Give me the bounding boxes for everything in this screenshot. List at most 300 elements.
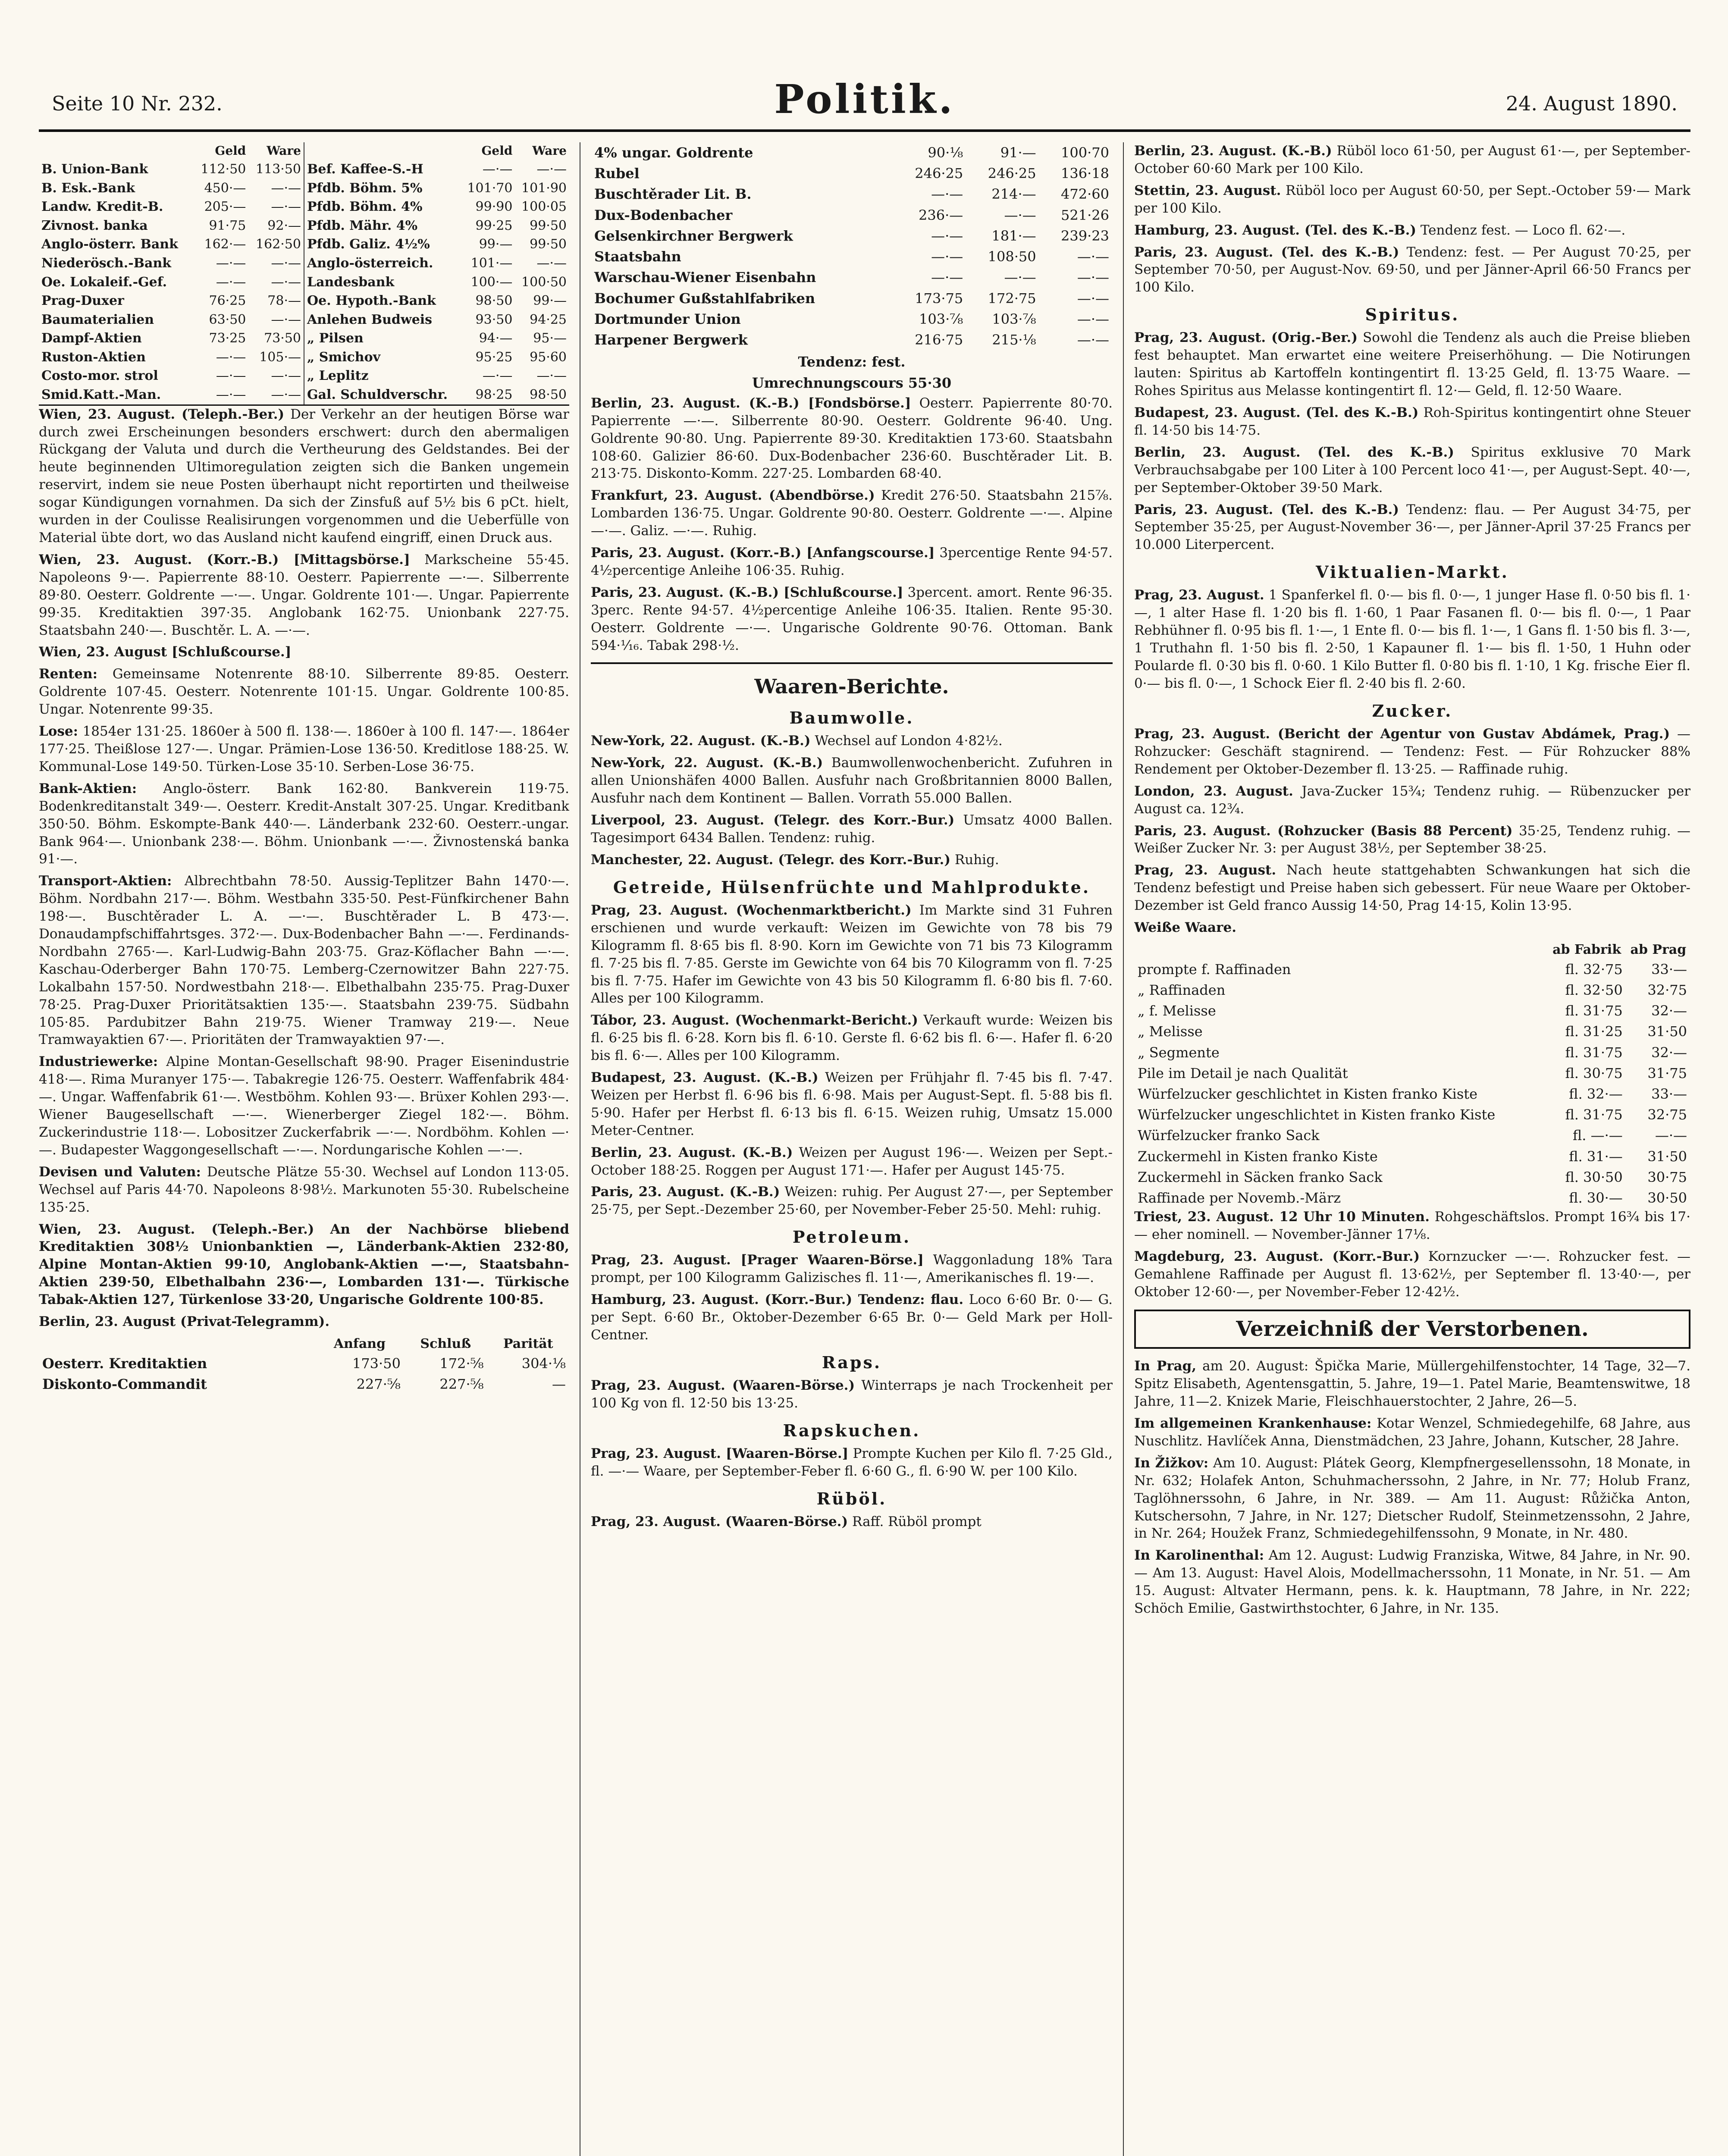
row-label: Staatsbahn bbox=[594, 248, 681, 265]
row-value: 101·— bbox=[470, 255, 513, 271]
market-row bbox=[591, 163, 1113, 184]
sugar-row bbox=[1134, 1042, 1690, 1063]
row-value: 76·25 bbox=[209, 293, 246, 309]
report-text: Wechsel auf London 4·82½. bbox=[815, 733, 1003, 749]
sugar-row bbox=[1134, 1000, 1690, 1021]
column-header: Parität bbox=[503, 1336, 553, 1351]
report-entry bbox=[591, 1513, 1113, 1531]
row-label: prompte f. Raffinaden bbox=[1138, 961, 1291, 978]
row-value: —·— bbox=[216, 387, 246, 403]
bank-row bbox=[39, 179, 304, 198]
column-header: Ware bbox=[267, 144, 301, 158]
report-text: Rüböl loco per August 60·50, per Sept.-October 59·— Mark per 100 Kilo. bbox=[1134, 182, 1690, 216]
row-value: —·— bbox=[271, 312, 301, 327]
report-text: 3percent. amort. Rente 96·35. 3perc. Rente 94·57. 4½percentige Anleihe 106·35. Italien. Rente 95·30. Oesterr. Goldrente —·—. Ungarische Goldrente 90·76. Ottoman. Bank 594·⅟₁₆. Tabak 298·⅟₂. bbox=[591, 584, 1113, 653]
row-value: fl. 31·75 bbox=[1565, 1044, 1623, 1061]
section-text: Deutsche Plätze 55·30. Wechsel auf London 113·05. Wechsel auf Paris 44·70. Napoleons 8·98½. Markunoten 55·30. Rubelscheine 135·25. bbox=[39, 1164, 569, 1215]
report-head: Manchester, 22. August. (Telegr. des Korr.-Bur.) bbox=[591, 852, 951, 868]
report-head: Berlin, 23. August. (Tel. des K.-B.) bbox=[1134, 444, 1454, 460]
row-value: 162·— bbox=[204, 237, 246, 252]
section-text: Gemeinsame Notenrente 88·10. Silberrente 89·85. Oesterr. Goldrente 107·45. Oesterr. Notenrente 101·15. Ungar. Goldrente 100·85. Ungar. Notenrente 99·35. bbox=[39, 666, 569, 718]
row-label: Würfelzucker ungeschlichtet in Kisten franko Kiste bbox=[1138, 1106, 1496, 1123]
market-row bbox=[591, 309, 1113, 329]
row-label: Würfelzucker geschlichtet in Kisten franko Kiste bbox=[1138, 1086, 1478, 1102]
report-text: Winterraps je nach Trockenheit per 100 Kg von fl. 12·50 bis 13·25. bbox=[591, 1378, 1113, 1411]
report-entry bbox=[591, 902, 1113, 1007]
report-entry bbox=[1134, 862, 1690, 915]
row-value: 99·90 bbox=[475, 199, 513, 215]
death-place: In Prag, bbox=[1134, 1358, 1197, 1374]
section-label: Lose: bbox=[39, 724, 78, 740]
victual-reports bbox=[1134, 586, 1690, 692]
market-tendency: Tendenz: fest. bbox=[798, 354, 906, 370]
column-header bbox=[39, 1335, 315, 1353]
bank-row bbox=[304, 291, 569, 310]
report-text: Java-Zucker 15¾; Tendenz ruhig. — Rübenzucker per August ca. 12¾. bbox=[1134, 783, 1690, 817]
row-value: —·— bbox=[482, 368, 513, 384]
row-label: Prag-Duxer bbox=[41, 293, 124, 309]
row-value: 99·50 bbox=[530, 237, 567, 252]
cotton-reports bbox=[591, 732, 1113, 868]
report-entry bbox=[591, 395, 1113, 483]
section-label: Bank-Aktien: bbox=[39, 780, 137, 796]
row-label: Anglo-österreich. bbox=[307, 255, 433, 271]
row-value: — bbox=[552, 1376, 566, 1392]
page-header bbox=[39, 73, 1690, 132]
row-value: 95·— bbox=[533, 331, 567, 346]
rapeoil-heading: Rüböl. bbox=[816, 1489, 887, 1508]
report-entry bbox=[591, 812, 1113, 847]
row-label: „ Raffinaden bbox=[1138, 981, 1226, 998]
death-text: Kotar Wenzel, Schmiedegehilfe, 68 Jahre, aus Nuschlitz. Havlíček Anna, Dienstmädchen, 23 Jahre, Johann, Kutscher, 28 Jahre. bbox=[1134, 1416, 1690, 1449]
report-entry bbox=[591, 851, 1113, 869]
report-text: Tendenz: fest. — Per August 70·25, per September 70·50, per August-Nov. 69·50, und per Jänner-April 66·50 Francs per 100 Kilo. bbox=[1134, 244, 1690, 295]
report-head: Magdeburg, 23. August. (Korr.-Bur.) bbox=[1134, 1249, 1420, 1265]
section-label: Transport-Aktien: bbox=[39, 873, 172, 889]
report-head: Berlin, 23. August. (K.-B.) bbox=[591, 1144, 793, 1160]
row-label: Pfdb. Mähr. 4% bbox=[307, 218, 418, 233]
bank-quote-tables bbox=[39, 142, 569, 406]
closing-section bbox=[39, 665, 569, 718]
report-entry bbox=[591, 584, 1113, 655]
row-value: 216·75 bbox=[915, 332, 963, 348]
report-entry bbox=[591, 1069, 1113, 1140]
report-text: Sowohl die Tendenz als auch die Preise blieben fest behauptet. Man erwartet eine weitere Preiserhöhung. — Die Notirungen lauten: Spiritus ab Kartoffeln kontingentirt fl. 13·25 Geld, fl. 13·75 Waare. — Rohes Spiritus aus Melasse kontingentirt fl. 12·— Geld, fl. 12·50 Waare. bbox=[1134, 330, 1690, 399]
report-text: An der Nachbörse bliebend Kreditaktien 308½ Unionbanktien —, Länderbank-Aktien 232·80, Alpine Montan-Aktien 99·10, Anglobank-Aktien —·—, Staatsbahn-Aktien 239·50, Elbethalbahn 236·—, Lombarden 131·—. Türkische Tabak-Aktien 127, Türkenlose 33·20, Ungarische Goldrente 100·85. bbox=[39, 1221, 569, 1308]
report-text: Der Verkehr an der heutigen Börse war durch zwei Erscheinungen besonders erschwert: durch den abermaligen Rückgang der Valuta und durch die Vertheurung des Geldstandes. Bei der heute beginnenden Ultimoregulation zeigten sich die Banken ungemein reservirt, indem sie neue Posten überhaupt nicht reportirten und theilweise sogar Kündigungen vornahmen. Da sich der Zinsfuß auf 5½ bis 6 pCt. hielt, wurden in der Coulisse Realisirungen vorgenommen und die Ueberfülle von Material übte dort, wo das Ausland nicht kaufend eingriff, einen Druck aus. bbox=[39, 406, 569, 546]
column-3 bbox=[1134, 142, 1690, 2156]
report-head: Hamburg, 23. August. (Tel. des K.-B.) bbox=[1134, 222, 1417, 238]
column-header bbox=[1134, 941, 1547, 959]
market-row bbox=[591, 226, 1113, 246]
report-head: Stettin, 23. August. bbox=[1134, 182, 1281, 198]
row-label: Dux-Bodenbacher bbox=[594, 207, 733, 223]
bank-row bbox=[39, 291, 304, 310]
row-value: —·— bbox=[271, 387, 301, 403]
row-value: 99·— bbox=[533, 293, 567, 309]
market-row bbox=[591, 205, 1113, 226]
row-label: 4% ungar. Goldrente bbox=[594, 144, 753, 161]
row-value: 90·⅛ bbox=[928, 144, 963, 161]
grain-reports bbox=[591, 902, 1113, 1219]
row-value: —·— bbox=[271, 274, 301, 290]
report-head: Prag, 23. August. [Waaren-Börse.] bbox=[591, 1446, 849, 1462]
section-label: Industriewerke: bbox=[39, 1054, 158, 1070]
row-label: Pile im Detail je nach Qualität bbox=[1138, 1065, 1348, 1081]
bank-row bbox=[304, 310, 569, 329]
berlin-row bbox=[39, 1353, 569, 1374]
row-label: Bochumer Gußstahlfabriken bbox=[594, 290, 815, 307]
column-header: ab Fabrik bbox=[1552, 942, 1621, 957]
row-value: 239·23 bbox=[1061, 227, 1109, 244]
column-header bbox=[304, 142, 461, 160]
row-value: fl. 31·75 bbox=[1565, 1106, 1623, 1123]
row-label: Ruston-Aktien bbox=[41, 349, 146, 365]
spirit-heading: Spiritus. bbox=[1365, 305, 1460, 325]
row-label: „ Leplitz bbox=[307, 368, 369, 384]
row-label: „ f. Melisse bbox=[1138, 1003, 1216, 1019]
row-value: —·— bbox=[931, 269, 963, 286]
report-head: Paris, 23. August. (Tel. des K.-B.) bbox=[1134, 244, 1399, 260]
row-value: —·— bbox=[536, 368, 567, 384]
row-value: —·— bbox=[1077, 248, 1109, 265]
sugar-row bbox=[1134, 1021, 1690, 1042]
row-label: Oe. Lokaleif.-Gef. bbox=[41, 274, 167, 290]
section-text: Anglo-österr. Bank 162·80. Bankverein 119·75. Bodenkreditanstalt 349·—. Oesterr. Kredit-Anstalt 307·25. Ungar. Kreditbank 350·50. Böhm. Eskompte-Bank 440·—. Länderbank 232·60. Oesterr.-ungar. Bank 964·—. Unionbank 238·—. Böhm. Unionbank —·—. Živnostenská banka 91·—. bbox=[39, 780, 569, 867]
row-label: Niederösch.-Bank bbox=[41, 255, 172, 271]
row-value: 32·— bbox=[1651, 1003, 1687, 1019]
report-head: Budapest, 23. August. (Tel. des K.-B.) bbox=[1134, 405, 1419, 421]
bank-row bbox=[304, 385, 569, 404]
sugar-row bbox=[1134, 980, 1690, 1000]
row-value: 521·26 bbox=[1061, 207, 1109, 223]
column-1 bbox=[39, 142, 569, 2156]
report-head: Paris, 23. August. (K.-B.) bbox=[591, 1184, 780, 1200]
row-value: 227·⅝ bbox=[356, 1376, 401, 1392]
bank-row bbox=[39, 197, 304, 216]
report-entry bbox=[1134, 329, 1690, 400]
closing-section bbox=[39, 780, 569, 868]
row-value: 227·⅝ bbox=[439, 1376, 484, 1392]
row-value: 78·— bbox=[267, 293, 301, 309]
report-text: 1 Spanferkel fl. 0·— bis fl. 0·—, 1 junger Hase fl. 0·50 bis fl. 1·—, 1 alter Hase fl. 1·20 bis fl. 1·60, 1 Paar Fasanen fl. 0·— bis fl. 0·—, 1 Paar Rebhühner fl. 0·95 bis fl. 1·—, 1 Ente fl. 0·— bis fl. 1·—, 1 Gans fl. 1·50 bis fl. 3·—, 1 Truthahn fl. 1·50 bis fl. 2·50, 1 Kapauner fl. 1·— bis fl. 1·50, 1 Huhn oder Poularde fl. 0·30 bis fl. 0·60. 1 Kilo Butter fl. 0·80 bis fl. 1·10, 1 Kg. frische Eier fl. 0·— bis fl. 0·—, 1 Schock Eier fl. 2·40 bis fl. 2·60. bbox=[1134, 587, 1690, 691]
report-head: Triest, 23. August. 12 Uhr 10 Minuten. bbox=[1134, 1209, 1430, 1225]
report-text: Rüböl loco 61·50, per August 61·—, per September-October 60·60 Mark per 100 Kilo. bbox=[1134, 143, 1690, 176]
row-value: 73·50 bbox=[264, 331, 301, 346]
sugar-row bbox=[1134, 1104, 1690, 1125]
bank-row bbox=[304, 179, 569, 198]
report-head: Berlin, 23. August. (K.-B.) bbox=[1134, 143, 1332, 159]
row-value: 30·75 bbox=[1647, 1169, 1687, 1185]
deaths-register-title: Verzeichniß der Verstorbenen. bbox=[1134, 1310, 1690, 1349]
section-label: Renten: bbox=[39, 666, 98, 682]
row-value: 181·— bbox=[991, 227, 1036, 244]
row-value: 32·75 bbox=[1647, 981, 1687, 998]
report-head: Hamburg, 23. August. (Korr.-Bur.) Tendenz: flau. bbox=[591, 1292, 964, 1308]
vienna-closing-head: Wien, 23. August [Schlußcourse.] bbox=[39, 644, 292, 660]
report-entry bbox=[1134, 142, 1690, 178]
sugar-table-title: Weiße Waare. bbox=[1134, 920, 1236, 936]
column-header: Geld bbox=[215, 144, 246, 158]
row-value: —·— bbox=[931, 248, 963, 265]
row-value: 246·25 bbox=[915, 165, 963, 182]
report-entry bbox=[1134, 244, 1690, 297]
row-value: 101·90 bbox=[521, 180, 567, 196]
report-head: Prag, 23. August. (Waaren-Börse.) bbox=[591, 1514, 848, 1530]
row-value: 215·⅛ bbox=[992, 332, 1036, 348]
row-value: 98·50 bbox=[475, 293, 513, 309]
row-value: 450·— bbox=[204, 180, 246, 196]
row-value: 30·50 bbox=[1647, 1190, 1687, 1206]
sugar-row bbox=[1134, 1188, 1690, 1208]
sugar-row bbox=[1134, 1146, 1690, 1167]
market-row bbox=[591, 184, 1113, 204]
petroleum-heading: Petroleum. bbox=[792, 1227, 911, 1247]
row-value: —·— bbox=[1077, 290, 1109, 307]
report-text: Spiritus exklusive 70 Mark Verbrauchsabgabe per 100 Liter à 100 Percent loco 41·—, per August-Sept. 40·—, per September-Oktober 39·50 Mark. bbox=[1134, 444, 1690, 495]
row-label: Harpener Bergwerk bbox=[594, 332, 748, 348]
row-label: Anlehen Budweis bbox=[307, 312, 433, 327]
divider bbox=[591, 662, 1113, 664]
row-value: fl. 31·25 bbox=[1565, 1023, 1623, 1040]
row-label: Dampf-Aktien bbox=[41, 331, 142, 346]
berlin-row bbox=[39, 1374, 569, 1395]
market-row bbox=[591, 267, 1113, 288]
exchange-reports bbox=[591, 395, 1113, 655]
bank-row bbox=[39, 273, 304, 292]
row-value: 91·75 bbox=[209, 218, 246, 233]
bank-row bbox=[304, 348, 569, 367]
report-text: Baumwollenwochenbericht. Zufuhren in allen Unionshäfen 4000 Ballen. Ausfuhr nach Großbritannien 8000 Ballen, Ausfuhr nach dem Kontinent — Ballen. Vorrath 55.000 Ballen. bbox=[591, 755, 1113, 806]
column-2 bbox=[591, 142, 1113, 2156]
row-value: 100·50 bbox=[521, 274, 567, 290]
sugar-row bbox=[1134, 959, 1690, 980]
report-entry bbox=[591, 732, 1113, 750]
sugar-price-table bbox=[1134, 941, 1690, 1208]
report-entry bbox=[1134, 404, 1690, 439]
report-entry bbox=[591, 1251, 1113, 1287]
death-entry bbox=[1134, 1415, 1690, 1450]
report-text: Weizen per Frühjahr fl. 7·45 bis fl. 7·47. Weizen per Herbst fl. 6·96 bis fl. 6·98. Mais per August-Sept. fl. 5·88 bis fl. 5·90. Hafer per Herbst fl. 6·13 bis fl. 6·15. Weizen ruhig, Umsatz 15.000 Meter-Centner. bbox=[591, 1070, 1113, 1138]
bank-row bbox=[39, 310, 304, 329]
row-value: 103·⅞ bbox=[992, 310, 1036, 327]
row-value: —·— bbox=[1004, 269, 1036, 286]
report-head: Berlin, 23. August. (K.-B.) [Fondsbörse.] bbox=[591, 395, 911, 411]
report-head: Prag, 23. August. (Wochenmarktbericht.) bbox=[591, 902, 912, 918]
row-label: Oe. Hypoth.-Bank bbox=[307, 293, 436, 309]
oil-reports bbox=[1134, 142, 1690, 296]
row-value: 91·— bbox=[1000, 144, 1036, 161]
closing-section bbox=[39, 1053, 569, 1159]
row-value: —·— bbox=[931, 227, 963, 244]
row-value: 173·50 bbox=[352, 1355, 401, 1372]
column-header: Ware bbox=[532, 144, 567, 158]
death-text: Am 10. August: Plátek Georg, Klempfnergesellenssohn, 18 Monate, in Nr. 632; Holafek Anton, Schuhmacherssohn, 2 Jahre, in Nr. 77; Holub Franz, Taglöhnerssohn, 6 Jahre, in Nr. 389. — Am 11. August: Růžička Anton, Kutschersohn, 7 Jahre, in Nr. 127; Dietscher Rudolf, Steinmetzenssohn, 2 Jahre, in Nr. 264; Houžek Franz, Schmiedegehilfenssohn, 9 Monate, in Nr. 480. bbox=[1134, 1455, 1690, 1542]
vienna-report bbox=[39, 406, 569, 547]
cotton-heading: Baumwolle. bbox=[789, 708, 914, 728]
bank-table-right bbox=[304, 142, 569, 404]
row-value: 172·75 bbox=[988, 290, 1036, 307]
column-header: Geld bbox=[481, 144, 513, 158]
report-head: Paris, 23. August. (Korr.-B.) [Anfangscourse.] bbox=[591, 545, 935, 561]
report-head: Wien, 23. August. (Teleph.-Ber.) bbox=[39, 406, 285, 422]
row-value: 105·— bbox=[259, 349, 301, 365]
report-head: Prag, 23. August. (Bericht der Agentur von Gustav Abdámek, Prag.) bbox=[1134, 726, 1670, 742]
row-value: 31·75 bbox=[1647, 1065, 1687, 1081]
row-value: fl. 30·50 bbox=[1565, 1169, 1623, 1185]
row-label: Warschau-Wiener Eisenbahn bbox=[594, 269, 816, 286]
row-value: 100·05 bbox=[521, 199, 567, 215]
row-value: —·— bbox=[216, 274, 246, 290]
vienna-closing-sections bbox=[39, 665, 569, 1216]
row-label: Pfdb. Galiz. 4½% bbox=[307, 237, 430, 252]
report-text: Raff. Rüböl prompt bbox=[852, 1514, 982, 1530]
bank-row bbox=[304, 235, 569, 254]
report-entry bbox=[591, 544, 1113, 580]
row-label: Oesterr. Kreditaktien bbox=[42, 1355, 207, 1372]
row-value: fl. 32·50 bbox=[1565, 981, 1623, 998]
rapecake-heading: Rapskuchen. bbox=[783, 1420, 921, 1440]
report-head: Prag, 23. August. bbox=[1134, 587, 1264, 603]
death-place: Im allgemeinen Krankenhause: bbox=[1134, 1416, 1372, 1432]
row-value: —·— bbox=[1077, 269, 1109, 286]
report-entry bbox=[1134, 586, 1690, 692]
row-value: 93·50 bbox=[475, 312, 513, 327]
report-head: Prag, 23. August. bbox=[1134, 862, 1276, 878]
row-label: Anglo-österr. Bank bbox=[41, 237, 178, 252]
market-row bbox=[591, 246, 1113, 267]
closing-section bbox=[39, 1163, 569, 1216]
row-label: „ Pilsen bbox=[307, 331, 364, 346]
row-value: fl. 30·— bbox=[1569, 1190, 1623, 1206]
row-label: „ Segmente bbox=[1138, 1044, 1220, 1061]
row-value: 214·— bbox=[991, 186, 1036, 203]
table-header-row bbox=[304, 142, 569, 160]
row-label: Rubel bbox=[594, 165, 640, 182]
death-text: am 20. August: Špička Marie, Müllergehilfenstochter, 14 Tage, 32—7. Spitz Elisabeth, Agentensgattin, 5. Jahre, 19—1. Patel Marie, Beamtenswitwe, 18 Jahre, 11—2. Knizek Marie, Fleischhauerstochter, 2 Jahre, 26—5. bbox=[1134, 1358, 1690, 1410]
section-label: Devisen und Valuten: bbox=[39, 1164, 201, 1180]
row-label: B. Esk.-Bank bbox=[41, 180, 135, 196]
bank-table-left bbox=[39, 142, 304, 404]
report-text: 3percentige Rente 94·57. 4½percentige Anleihe 106·35. Ruhig. bbox=[591, 545, 1113, 578]
report-entry bbox=[591, 754, 1113, 807]
row-value: —·— bbox=[931, 186, 963, 203]
report-head: New-York, 22. August. (K.-B.) bbox=[591, 733, 811, 749]
death-entry bbox=[1134, 1454, 1690, 1543]
row-value: 172·⅝ bbox=[439, 1355, 484, 1372]
market-row bbox=[591, 142, 1113, 163]
berlin-private-head: Berlin, 23. August (Privat-Telegramm). bbox=[39, 1314, 330, 1330]
report-head: Paris, 23. August. (Tel. des K.-B.) bbox=[1134, 501, 1399, 517]
report-entry bbox=[591, 1445, 1113, 1480]
rapeoil-reports bbox=[591, 1513, 1113, 1531]
row-value: fl. —·— bbox=[1572, 1127, 1623, 1144]
bank-row bbox=[304, 160, 569, 179]
death-entry bbox=[1134, 1547, 1690, 1617]
row-value: —·— bbox=[216, 349, 246, 365]
sugar-reports bbox=[1134, 725, 1690, 915]
closing-section bbox=[39, 872, 569, 1049]
report-head: Wien, 23. August. (Korr.-B.) [Mittagsbörse.] bbox=[39, 552, 410, 567]
grain-heading: Getreide, Hülsenfrüchte und Mahlprodukte. bbox=[613, 877, 1091, 897]
row-value: —·— bbox=[536, 255, 567, 271]
row-value: 32·75 bbox=[1647, 1106, 1687, 1123]
sugar-row bbox=[1134, 1084, 1690, 1104]
report-head: Prag, 23. August. (Orig.-Ber.) bbox=[1134, 330, 1358, 346]
row-label: Gelsenkirchner Bergwerk bbox=[594, 227, 793, 244]
berlin-table bbox=[39, 1335, 569, 1395]
row-value: 108·50 bbox=[988, 248, 1036, 265]
row-label: Bef. Kaffee-S.-H bbox=[307, 161, 423, 177]
row-value: —·— bbox=[1004, 207, 1036, 223]
report-text: Markscheine 55·45. Napoleons 9·—. Papierrente 88·10. Oesterr. Papierrente —·—. Silberrente 89·80. Oesterr. Goldrente —·—. Ungar. Goldrente 101·—. Ungar. Papierrente 99·35. Kreditaktien 397·35. Anglobank 162·75. Unionbank 227·75. Staatsbahn 240·—. Buschtěr. L. A. —·—. bbox=[39, 552, 569, 638]
row-label: Zuckermehl in Kisten franko Kiste bbox=[1138, 1148, 1378, 1165]
vienna-midday-report bbox=[39, 551, 569, 639]
report-entry bbox=[591, 1291, 1113, 1344]
report-entry bbox=[1134, 725, 1690, 778]
row-value: 136·18 bbox=[1061, 165, 1109, 182]
report-text: Kredit 276·50. Staatsbahn 215⅞. Lombarden 136·75. Ungar. Goldrente 90·80. Oesterr. Goldrente —·—. Alpine —·—. Galiz. —·—. Ruhig. bbox=[591, 488, 1113, 539]
report-text: Nach heute stattgehabten Schwankungen hat sich die Tendenz befestigt und Preise haben sich gebessert. Für neue Waare per Oktober-Dezember ist Geld franco Aussig 14·50, Prag 14·15, Kolin 13·95. bbox=[1134, 862, 1690, 914]
row-value: 94·— bbox=[479, 331, 513, 346]
closing-section bbox=[39, 723, 569, 776]
report-head: New-York, 22. August. (K.-B.) bbox=[591, 755, 823, 771]
bank-row bbox=[39, 160, 304, 179]
row-value: —·— bbox=[271, 255, 301, 271]
row-value: —·— bbox=[1655, 1127, 1687, 1144]
report-text: Loco 6·60 Br. 0·— G. per Sept. 6·60 Br., Oktober-Dezember 6·65 Br. 0·— Geld Mark per Holl-Centner. bbox=[591, 1292, 1113, 1343]
after-hours-report bbox=[39, 1221, 569, 1309]
row-value: 99·— bbox=[479, 237, 513, 252]
column-header: Anfang bbox=[333, 1336, 386, 1351]
rapeseed-heading: Raps. bbox=[822, 1352, 882, 1372]
row-value: 73·25 bbox=[209, 331, 246, 346]
section-text: Albrechtbahn 78·50. Aussig-Teplitzer Bahn 1470·—. Böhm. Nordbahn 217·—. Böhm. Westbahn 335·50. Pest-Fünfkirchener Bahn 198·—. Buschtěrader L. A. —·—. Buschtěrader L. B 473·—. Donaudampfschiffahrtsges. 372·—. Dux-Bodenbacher Bahn —·—. Ferdinands-Nordbahn 2765·—. Karl-Ludwig-Bahn 203·75. Graz-Köflacher Bahn —·—. Kaschau-Oderberger Bahn 170·75. Lemberg-Czernowitzer Bahn 227·75. Lokalbahn 157·50. Nordwestbahn 218·—. Elbethalbahn 235·75. Prag-Duxer 78·25. Prag-Duxer Prioritätsaktien 135·—. Staatsbahn 239·75. Südbahn 105·85. Pardubitzer Bahn 219·75. Wiener Tramway 219·—. Neue Tramwayaktien 67·—. Prioritäten der Tramwayaktien 97·—. bbox=[39, 873, 569, 1048]
column-header: Schluß bbox=[420, 1336, 471, 1351]
bank-row bbox=[304, 329, 569, 348]
report-text: Waggonladung 18% Tara prompt, per 100 Kilogramm Galizisches fl. 11·—, Amerikanisches fl. 19·—. bbox=[591, 1252, 1113, 1286]
row-label: Gal. Schuldverschr. bbox=[307, 387, 448, 403]
report-entry bbox=[591, 1377, 1113, 1412]
rapecake-reports bbox=[591, 1445, 1113, 1480]
section-text: Alpine Montan-Gesellschaft 98·90. Prager Eisenindustrie 418·—. Rima Muranyer 175·—. Tabakregie 126·75. Oesterr. Waffenfabrik 484·—. Ungar. Waffenfabrik 61·—. Westböhm. Kohlen 93·—. Brüxer Kohlen 293·—. Wiener Baugesellschaft —·—. Wienerberger Ziegel 182·—. Böhm. Zuckerindustrie 118·—. Lobositzer Zuckerfabrik —·—. Nordböhm. Kohlen —·—. Budapester Waggongesellschaft —·—. Nordungarische Kohlen —·—. bbox=[39, 1054, 569, 1158]
row-label: Landw. Kredit-B. bbox=[41, 199, 163, 215]
row-value: 472·60 bbox=[1061, 186, 1109, 203]
spirit-reports bbox=[1134, 329, 1690, 554]
table-header-row bbox=[39, 142, 304, 160]
bank-row bbox=[304, 197, 569, 216]
row-value: 31·50 bbox=[1647, 1023, 1687, 1040]
report-entry bbox=[1134, 1248, 1690, 1301]
report-entry bbox=[1134, 1208, 1690, 1244]
report-text: Umsatz 4000 Ballen. Tagesimport 6434 Ballen. Tendenz: ruhig. bbox=[591, 812, 1113, 846]
death-place: In Žižkov: bbox=[1134, 1455, 1209, 1471]
row-value: —·— bbox=[216, 368, 246, 384]
row-label: Pfdb. Böhm. 4% bbox=[307, 199, 423, 215]
row-value: 33·— bbox=[1651, 961, 1687, 978]
row-label: Dortmunder Union bbox=[594, 310, 741, 327]
bank-row bbox=[304, 216, 569, 235]
bank-row bbox=[39, 216, 304, 235]
rapeseed-reports bbox=[591, 1377, 1113, 1412]
row-label: Zuckermehl in Säcken franko Sack bbox=[1138, 1169, 1383, 1185]
report-text: Kornzucker —·—. Rohzucker fest. — Gemahlene Raffinade per August fl. 13·62½, per September fl. 13·40·—, per Oktober 12·60·—, per November-Feber 12·42½. bbox=[1134, 1249, 1690, 1300]
row-value: —·— bbox=[482, 161, 513, 177]
bank-row bbox=[304, 273, 569, 292]
row-value: 99·25 bbox=[475, 218, 513, 233]
row-value: 236·— bbox=[919, 207, 963, 223]
row-value: 246·25 bbox=[988, 165, 1036, 182]
